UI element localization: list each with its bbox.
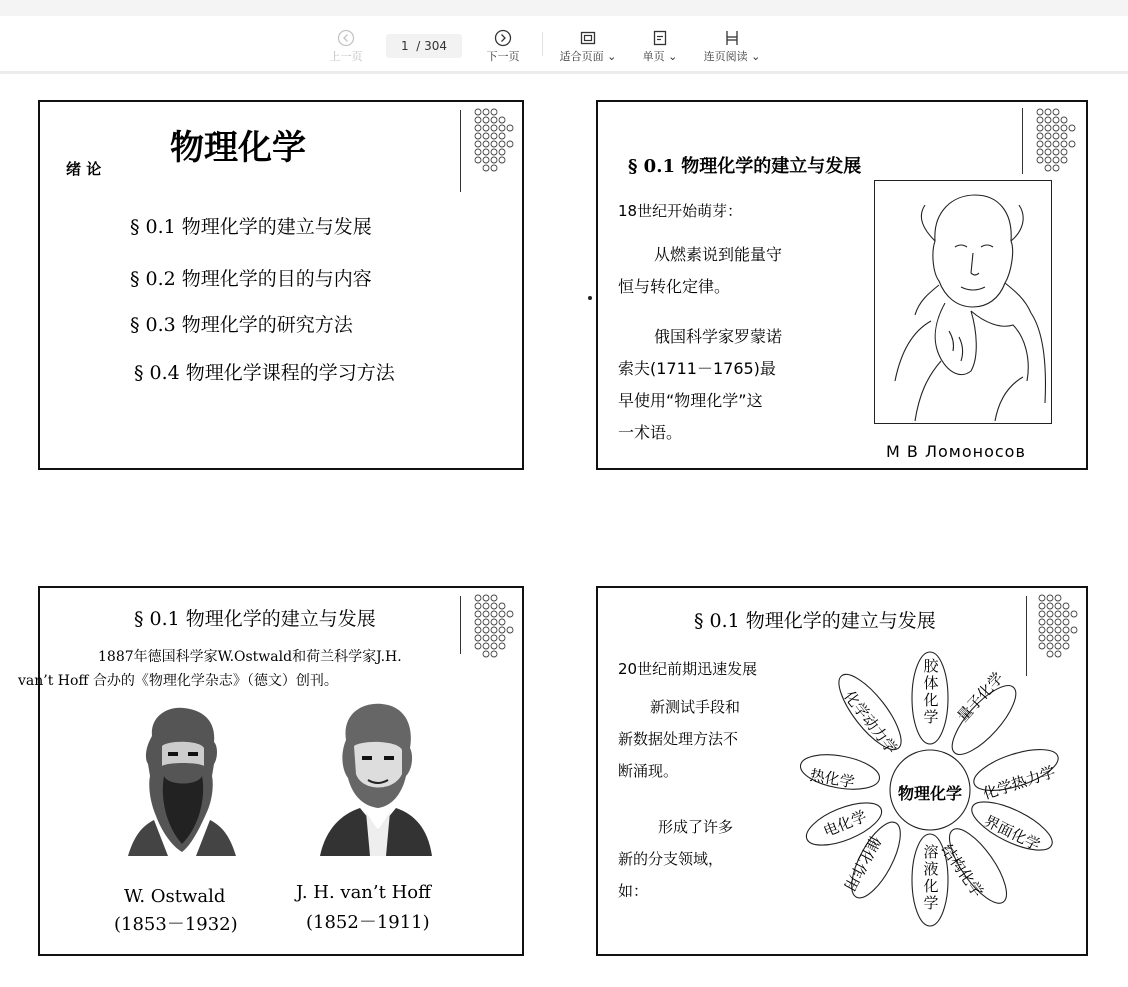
center-label: 物理化学 — [898, 784, 963, 803]
single-page-label: 单页 — [642, 50, 665, 63]
petal-label-electrochem: 电化学 — [820, 806, 870, 841]
slide-heading: § 0.1 物理化学的建立与发展 — [134, 608, 376, 630]
prev-page-button[interactable] — [326, 28, 366, 64]
reader-toolbar — [0, 0, 1128, 74]
intro-label: 绪 论 — [66, 160, 102, 178]
slide-heading: § 0.1 物理化学的建立与发展 — [628, 156, 862, 177]
slide-divider-line — [460, 110, 461, 192]
next-page-button[interactable] — [483, 28, 523, 64]
text-line-1: 1887年德国科学家W.Ostwald和荷兰科学家J.H. — [98, 649, 402, 665]
slide-4 — [596, 586, 1088, 956]
single-page-dropdown[interactable] — [640, 28, 680, 64]
slide-title: 物理化学 — [170, 128, 306, 168]
vanthoff-name: J. H. van’t Hoff — [296, 882, 431, 903]
para2-line1: 形成了许多 — [658, 818, 734, 836]
intro-line: 18世纪开始萌芽： — [618, 202, 743, 220]
toc-item-3: § 0.3 物理化学的研究方法 — [130, 314, 353, 336]
petal-label-interface: 界面化学 — [981, 811, 1044, 855]
page-number-input[interactable] — [386, 34, 462, 58]
fit-page-label: 适合页面 — [559, 50, 604, 63]
petal-label-colloid: 胶体化学 — [923, 657, 939, 726]
slide-1 — [38, 100, 524, 470]
petal-label-thermodynamics: 化学热力学 — [980, 762, 1058, 804]
para1-line3: 断涌现。 — [618, 762, 679, 780]
para2-line2: 新的分支领域， — [618, 850, 724, 868]
para2-line3: 如： — [618, 882, 649, 900]
dot-pattern-decoration — [472, 592, 522, 664]
para1-line2: 恒与转化定律。 — [618, 277, 731, 296]
intro-line: 20世纪前期迅速发展 — [618, 660, 758, 678]
prev-page-label: 上一页 — [329, 50, 363, 63]
para2-line2: 索夫(1711－1765)最 — [618, 359, 776, 378]
ostwald-name: W. Ostwald — [124, 886, 226, 907]
page-current: 1 — [400, 39, 409, 53]
slide-divider-line — [460, 596, 461, 654]
stray-dot — [588, 296, 592, 300]
petal-label-catalysis: 催化作用 — [840, 832, 885, 895]
portrait-caption: M B Ломоносов — [886, 442, 1026, 461]
continuous-read-icon — [723, 28, 741, 48]
slide-3 — [18, 586, 524, 956]
para1-line2: 新数据处理方法不 — [618, 730, 739, 748]
slide-divider-line — [1022, 108, 1023, 174]
petal-label-kinetics: 化学动力学 — [840, 687, 901, 758]
petal-label-solution: 溶液化学 — [923, 843, 939, 912]
text-line-2: van’t Hoff 合办的《物理化学杂志》（德文）创刊。 — [18, 673, 338, 689]
dot-pattern-decoration — [472, 106, 524, 178]
toc-item-2: § 0.2 物理化学的目的与内容 — [130, 268, 372, 290]
para2-line4: 一术语。 — [618, 423, 683, 442]
top-strip — [0, 0, 1128, 16]
continuous-read-dropdown[interactable] — [700, 28, 764, 64]
para2-line1: 俄国科学家罗蒙诺 — [654, 327, 783, 346]
petal-label-quantum: 量子化学 — [953, 668, 1008, 726]
ostwald-years: (1853－1932) — [114, 914, 238, 935]
toc-item-4: § 0.4 物理化学课程的学习方法 — [134, 362, 395, 384]
chevron-down-icon: ⌄ — [607, 50, 617, 63]
page-total: / 304 — [416, 39, 448, 53]
slide-2 — [596, 100, 1088, 470]
petal-label-thermochem: 热化学 — [808, 765, 856, 792]
para2-line3: 早使用“物理化学”这 — [618, 391, 763, 410]
toolbar-divider — [542, 32, 543, 56]
toc-item-1: § 0.1 物理化学的建立与发展 — [130, 216, 372, 238]
lomonosov-portrait-image — [875, 181, 1051, 423]
chevron-down-icon: ⌄ — [751, 50, 761, 63]
next-page-label: 下一页 — [486, 50, 520, 63]
chevron-down-icon: ⌄ — [668, 50, 678, 63]
vanthoff-portrait-image — [316, 700, 434, 856]
slide-heading: § 0.1 物理化学的建立与发展 — [694, 610, 936, 632]
para1-line1: 新测试手段和 — [650, 698, 741, 716]
vanthoff-years: (1852－1911) — [306, 912, 430, 933]
fit-page-icon — [579, 28, 597, 48]
portrait-frame — [874, 180, 1052, 424]
para1-line1: 从燃素说到能量守 — [654, 245, 783, 264]
dot-pattern-decoration — [1034, 106, 1084, 178]
petal-label-structure: 结构化学 — [937, 841, 987, 901]
single-page-icon — [651, 28, 669, 48]
next-circle-icon — [494, 28, 512, 48]
ostwald-portrait-image — [128, 706, 236, 856]
fit-page-dropdown[interactable] — [556, 28, 620, 64]
prev-circle-icon — [337, 28, 355, 48]
continuous-read-label: 连页阅读 — [703, 50, 748, 63]
